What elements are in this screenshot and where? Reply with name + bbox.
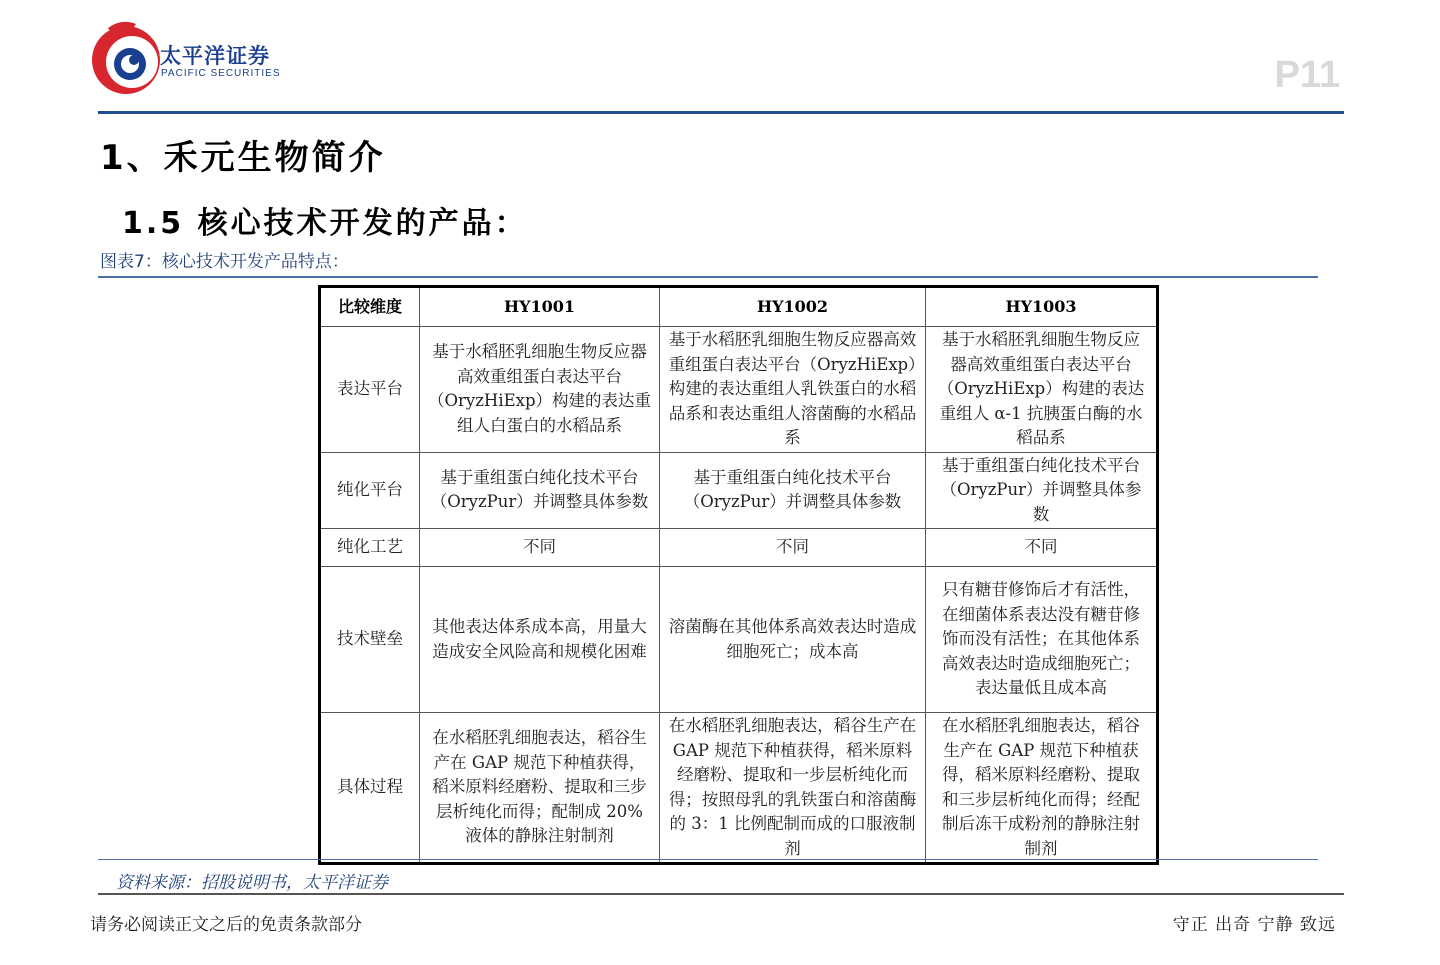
table-cell: 溶菌酶在其他体系高效表达时造成细胞死亡；成本高 (660, 567, 926, 713)
column-header: HY1002 (660, 287, 926, 327)
table-cell: 不同 (420, 529, 660, 567)
subsection-title: 1.5 核心技术开发的产品： (122, 206, 528, 241)
table-cell: 基于水稻胚乳细胞生物反应器高效重组蛋白表达平台（OryzHiExp）构建的表达重组人白蛋白的水稻品系 (420, 327, 660, 453)
row-header: 纯化平台 (320, 452, 420, 529)
column-header: 比较维度 (320, 287, 420, 327)
table-cell: 基于重组蛋白纯化技术平台（OryzPur）并调整具体参数 (660, 452, 926, 529)
source-divider (98, 859, 1318, 860)
row-header: 技术壁垒 (320, 567, 420, 713)
table-cell: 基于重组蛋白纯化技术平台（OryzPur）并调整具体参数 (420, 452, 660, 529)
table-cell: 其他表达体系成本高，用量大造成安全风险高和规模化困难 (420, 567, 660, 713)
table-cell: 基于水稻胚乳细胞生物反应器高效重组蛋白表达平台（OryzHiExp）构建的表达重组人 α-1 抗胰蛋白酶的水稻品系 (926, 327, 1158, 453)
table-cell: 不同 (926, 529, 1158, 567)
table-row (320, 452, 1158, 529)
table-cell: 不同 (660, 529, 926, 567)
company-motto: 守正 出奇 宁静 致远 (1172, 915, 1336, 935)
brand-name-cn: 太平洋证券 (160, 44, 270, 68)
product-comparison-table (318, 285, 1159, 865)
table-row (320, 713, 1158, 864)
table-row (320, 327, 1158, 453)
table-cell: 在水稻胚乳细胞表达，稻谷生产在 GAP 规范下种植获得，稻米原料经磨粉、提取和三步层析纯化而得；配制成 20%液体的静脉注射制剂 (420, 713, 660, 864)
footer-divider (98, 893, 1344, 895)
caption-divider (98, 276, 1318, 278)
column-header: HY1001 (420, 287, 660, 327)
table-header-row (320, 287, 1158, 327)
row-header: 具体过程 (320, 713, 420, 864)
row-header: 纯化工艺 (320, 529, 420, 567)
row-header: 表达平台 (320, 327, 420, 453)
section-title: 1、禾元生物简介 (100, 138, 386, 178)
disclaimer-text: 请务必阅读正文之后的免责条款部分 (90, 915, 362, 935)
table-cell: 只有糖苷修饰后才有活性，在细菌体系表达没有糖苷修饰而没有活性；在其他体系高效表达时造成细胞死亡；表达量低且成本高 (926, 567, 1158, 713)
table-cell: 基于水稻胚乳细胞生物反应器高效重组蛋白表达平台（OryzHiExp）构建的表达重组人乳铁蛋白的水稻品系和表达重组人溶菌酶的水稻品系 (660, 327, 926, 453)
table-row (320, 529, 1158, 567)
table-cell: 基于重组蛋白纯化技术平台（OryzPur）并调整具体参数 (926, 452, 1158, 529)
table-cell: 在水稻胚乳细胞表达，稻谷生产在 GAP 规范下种植获得，稻米原料经磨粉、提取和一步层析纯化而得；按照母乳的乳铁蛋白和溶菌酶的 3：1 比例配制而成的口服液制剂 (660, 713, 926, 864)
column-header: HY1003 (926, 287, 1158, 327)
table-cell: 在水稻胚乳细胞表达，稻谷生产在 GAP 规范下种植获得，稻米原料经磨粉、提取和三步层析纯化而得；经配制后冻干成粉剂的静脉注射制剂 (926, 713, 1158, 864)
brand-name-en: PACIFIC SECURITIES (161, 68, 281, 79)
figure-caption: 图表7：核心技术开发产品特点： (100, 252, 349, 272)
source-note: 资料来源：招股说明书，太平洋证券 (116, 873, 388, 893)
table-row (320, 567, 1158, 713)
page-number: P11 (1274, 54, 1340, 96)
header-divider (98, 111, 1344, 114)
